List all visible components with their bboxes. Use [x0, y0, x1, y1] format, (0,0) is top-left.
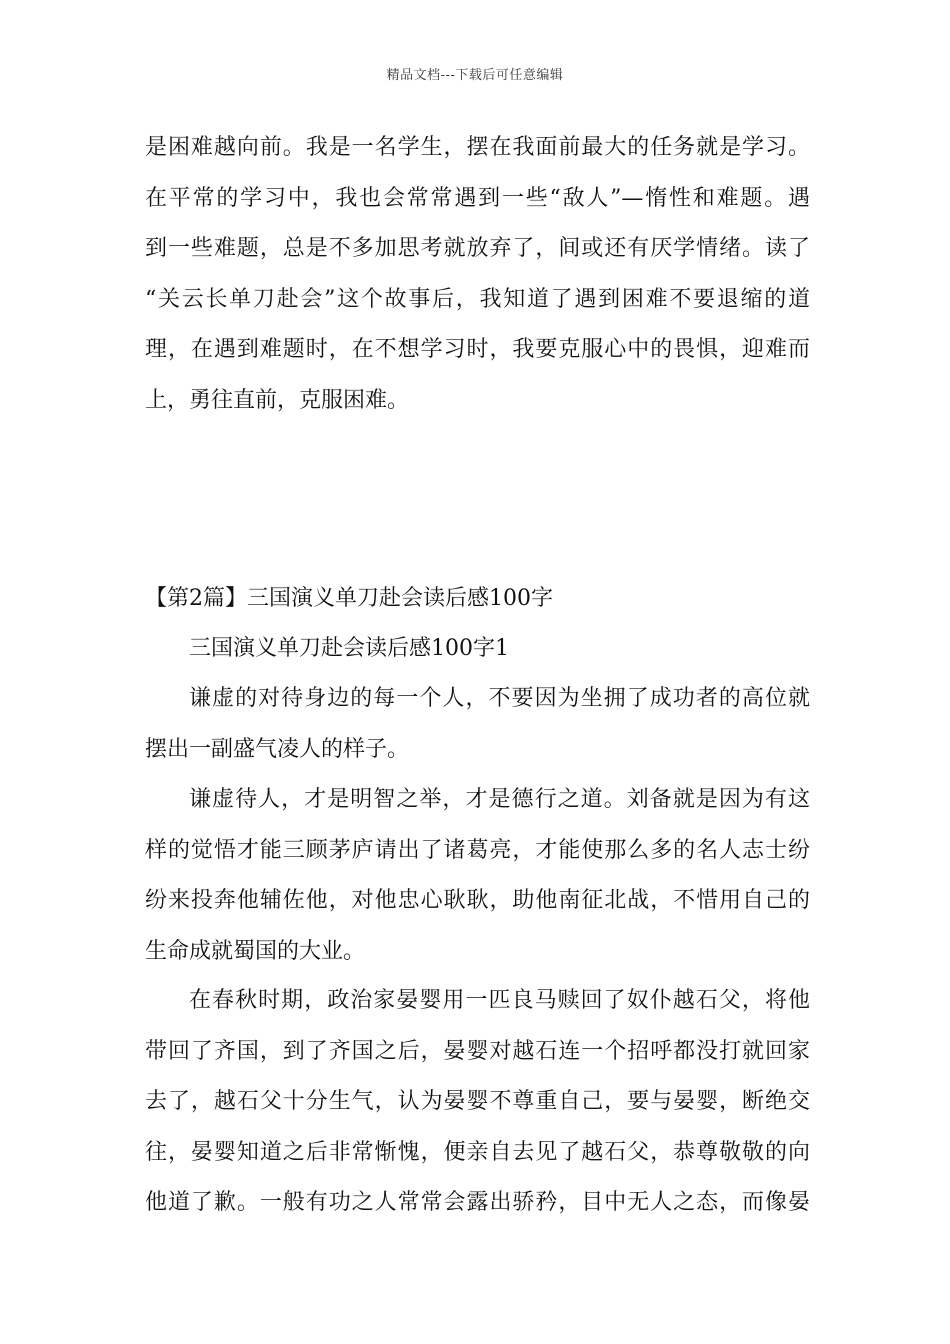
- section2-subtitle-block: [145, 627, 810, 671]
- section-heading: 【第2篇】三国演义单刀赴会读后感100字: [145, 586, 553, 611]
- page-header: 精品文档---下载后可任意编辑: [386, 68, 564, 83]
- paragraph-line: 往，晏婴知道之后非常惭愧，便亲自去见了越石父，恭尊敬敬的向: [145, 1139, 810, 1165]
- paragraph-line: 样的觉悟才能三顾茅庐请出了诸葛亮，才能使那么多的名人志士纷: [145, 837, 810, 863]
- paragraph-line: 是困难越向前。我是一名学生，摆在我面前最大的任务就是学习。: [145, 135, 810, 160]
- paragraph-line: 摆出一副盛气凌人的样子。: [145, 736, 410, 762]
- paragraph-line: 在春秋时期，政治家晏婴用一匹良马赎回了奴仆越石父，将他: [189, 988, 810, 1013]
- paragraph-line: 到一些难题，总是不多加思考就放弃了，间或还有厌学情绪。读了: [145, 236, 810, 261]
- section2-heading: [145, 577, 810, 621]
- section2-paragraph-3: [145, 976, 810, 1229]
- paragraph-line: 上，勇往直前，克服困难。: [145, 387, 410, 413]
- paragraph-line: 带回了齐国，到了齐国之后，晏婴对越石连一个招呼都没打就回家: [145, 1038, 810, 1064]
- paragraph-line: “关云长单刀赴会”这个故事后，我知道了遇到困难不要退缩的道: [145, 286, 810, 312]
- paragraph-line: 谦虚待人，才是明智之举，才是德行之道。刘备就是因为有这: [189, 787, 810, 812]
- paragraph-line: 谦虚的对待身边的每一个人，不要因为坐拥了成功者的高位就: [189, 686, 810, 711]
- paragraph-line: 在平常的学习中，我也会常常遇到一些“敌人”—惰性和难题。遇: [145, 185, 810, 211]
- section-subtitle: 三国演义单刀赴会读后感100字1: [189, 636, 509, 661]
- paragraph-line: 去了，越石父十分生气，认为晏婴不尊重自己，要与晏婴，断绝交: [145, 1089, 810, 1114]
- section2-paragraph-2: [145, 775, 810, 977]
- section2-paragraph-1: [145, 674, 810, 775]
- paragraph-line: 理，在遇到难题时，在不想学习时，我要克服心中的畏惧，迎难而: [145, 337, 810, 362]
- section1-paragraph: [145, 123, 810, 426]
- paragraph-line: 他道了歉。一般有功之人常常会露出骄矜，目中无人之态，而像晏: [145, 1190, 810, 1215]
- paragraph-line: 纷来投奔他辅佐他，对他忠心耿耿，助他南征北战，不惜用自己的: [145, 888, 810, 913]
- paragraph-line: 生命成就蜀国的大业。: [145, 938, 366, 964]
